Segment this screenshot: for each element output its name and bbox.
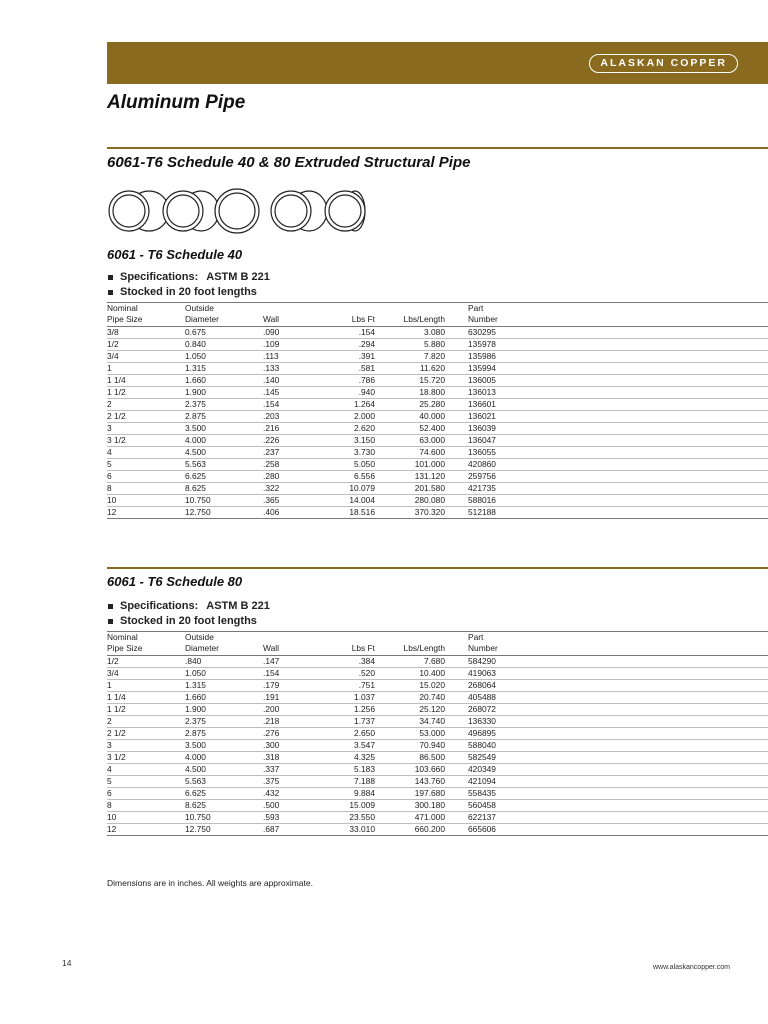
cell-outside-diameter: 6.625 bbox=[185, 471, 263, 483]
cell-part-number: 584290 bbox=[468, 656, 768, 668]
table-row bbox=[107, 423, 768, 435]
cell-part-number: 588016 bbox=[468, 495, 768, 507]
cell-part-number: 136005 bbox=[468, 375, 768, 387]
cell-lbs-ft: 18.516 bbox=[320, 507, 375, 519]
cell-wall: .280 bbox=[263, 471, 320, 483]
schedule-80-table bbox=[107, 631, 768, 836]
cell-outside-diameter: 2.375 bbox=[185, 716, 263, 728]
cell-part-number: 558435 bbox=[468, 788, 768, 800]
cell-outside-diameter: 12.750 bbox=[185, 507, 263, 519]
spec-label: Specifications: bbox=[120, 600, 199, 612]
cell-lbs-length: 18.800 bbox=[375, 387, 445, 399]
col-header-outside-diameter: Outside Diameter bbox=[185, 303, 263, 327]
cell-nominal-size: 2 bbox=[107, 399, 185, 411]
cell-nominal-size: 1 1/4 bbox=[107, 375, 185, 387]
cell-wall: .406 bbox=[263, 507, 320, 519]
bullet-square-icon bbox=[108, 290, 113, 295]
cell-wall: .276 bbox=[263, 728, 320, 740]
cell-wall: .432 bbox=[263, 788, 320, 800]
cell-outside-diameter: 1.050 bbox=[185, 668, 263, 680]
spec-bullet bbox=[107, 270, 768, 285]
cell-lbs-length: 101.000 bbox=[375, 459, 445, 471]
table-row bbox=[107, 692, 768, 704]
cell-lbs-length: 7.820 bbox=[375, 351, 445, 363]
col-header-part-number: Part Number bbox=[468, 632, 768, 656]
schedule-40-section bbox=[107, 247, 768, 519]
cell-outside-diameter: 5.563 bbox=[185, 459, 263, 471]
cell-wall: .500 bbox=[263, 800, 320, 812]
schedule-80-section bbox=[107, 574, 768, 836]
cell-nominal-size: 8 bbox=[107, 483, 185, 495]
cell-lbs-ft: 1.256 bbox=[320, 704, 375, 716]
cell-part-number: 588040 bbox=[468, 740, 768, 752]
cell-nominal-size: 3/8 bbox=[107, 327, 185, 339]
cell-lbs-length: 201.580 bbox=[375, 483, 445, 495]
cell-wall: .318 bbox=[263, 752, 320, 764]
cell-outside-diameter: 1.315 bbox=[185, 680, 263, 692]
cell-lbs-ft: .581 bbox=[320, 363, 375, 375]
cell-outside-diameter: 8.625 bbox=[185, 483, 263, 495]
cell-part-number: 135978 bbox=[468, 339, 768, 351]
cell-lbs-ft: 1.737 bbox=[320, 716, 375, 728]
cell-lbs-ft: 1.037 bbox=[320, 692, 375, 704]
col-header-lbs-ft: Lbs Ft bbox=[320, 632, 375, 656]
table-row bbox=[107, 483, 768, 495]
cell-lbs-ft: 2.650 bbox=[320, 728, 375, 740]
cell-part-number: 582549 bbox=[468, 752, 768, 764]
cell-wall: .109 bbox=[263, 339, 320, 351]
cell-lbs-ft: .384 bbox=[320, 656, 375, 668]
cell-nominal-size: 2 1/2 bbox=[107, 411, 185, 423]
cell-outside-diameter: 4.500 bbox=[185, 447, 263, 459]
section-title: 6061-T6 Schedule 40 & 80 Extruded Structural Pipe bbox=[107, 154, 471, 171]
cell-nominal-size: 5 bbox=[107, 776, 185, 788]
cell-lbs-length: 3.080 bbox=[375, 327, 445, 339]
table-row bbox=[107, 752, 768, 764]
cell-wall: .375 bbox=[263, 776, 320, 788]
table-row bbox=[107, 740, 768, 752]
cell-nominal-size: 2 bbox=[107, 716, 185, 728]
cell-part-number: 136330 bbox=[468, 716, 768, 728]
table-row bbox=[107, 716, 768, 728]
cell-outside-diameter: 4.000 bbox=[185, 752, 263, 764]
cell-nominal-size: 4 bbox=[107, 764, 185, 776]
footnote: Dimensions are in inches. All weights are approximate. bbox=[107, 878, 313, 888]
table-row bbox=[107, 375, 768, 387]
cell-outside-diameter: 5.563 bbox=[185, 776, 263, 788]
spec-bullet bbox=[107, 599, 768, 614]
cell-lbs-length: 63.000 bbox=[375, 435, 445, 447]
col-header-wall: Wall bbox=[263, 303, 320, 327]
cell-wall: .200 bbox=[263, 704, 320, 716]
cell-part-number: 136047 bbox=[468, 435, 768, 447]
cell-wall: .113 bbox=[263, 351, 320, 363]
cell-part-number: 135986 bbox=[468, 351, 768, 363]
cell-lbs-length: 86.500 bbox=[375, 752, 445, 764]
cell-lbs-length: 131.120 bbox=[375, 471, 445, 483]
section-divider bbox=[107, 147, 768, 149]
table-row bbox=[107, 704, 768, 716]
cell-outside-diameter: 0.675 bbox=[185, 327, 263, 339]
cell-lbs-length: 103.660 bbox=[375, 764, 445, 776]
cell-part-number: 135994 bbox=[468, 363, 768, 375]
cell-lbs-length: 10.400 bbox=[375, 668, 445, 680]
table-row bbox=[107, 435, 768, 447]
table-row bbox=[107, 656, 768, 668]
schedule-40-rows bbox=[107, 327, 768, 519]
cell-nominal-size: 3 bbox=[107, 423, 185, 435]
page-number: 14 bbox=[62, 958, 72, 968]
cell-wall: .322 bbox=[263, 483, 320, 495]
cell-lbs-ft: 5.050 bbox=[320, 459, 375, 471]
table-row bbox=[107, 339, 768, 351]
page-title: Aluminum Pipe bbox=[107, 92, 246, 113]
cell-lbs-length: 70.940 bbox=[375, 740, 445, 752]
cell-part-number: 512188 bbox=[468, 507, 768, 519]
table-row bbox=[107, 824, 768, 836]
table-row bbox=[107, 387, 768, 399]
cell-outside-diameter: 1.050 bbox=[185, 351, 263, 363]
cell-lbs-length: 5.880 bbox=[375, 339, 445, 351]
cell-lbs-length: 7.680 bbox=[375, 656, 445, 668]
cell-outside-diameter: 4.500 bbox=[185, 764, 263, 776]
cell-lbs-length: 197.680 bbox=[375, 788, 445, 800]
cell-lbs-ft: 7.188 bbox=[320, 776, 375, 788]
cell-part-number: 268064 bbox=[468, 680, 768, 692]
table-row bbox=[107, 327, 768, 339]
cell-lbs-length: 280.080 bbox=[375, 495, 445, 507]
cell-wall: .258 bbox=[263, 459, 320, 471]
table-row bbox=[107, 507, 768, 519]
cell-lbs-ft: .154 bbox=[320, 327, 375, 339]
cell-outside-diameter: 1.660 bbox=[185, 692, 263, 704]
cell-part-number: 496895 bbox=[468, 728, 768, 740]
cell-outside-diameter: 3.500 bbox=[185, 423, 263, 435]
cell-nominal-size: 12 bbox=[107, 507, 185, 519]
cell-lbs-ft: .786 bbox=[320, 375, 375, 387]
cell-outside-diameter: 2.875 bbox=[185, 728, 263, 740]
cell-nominal-size: 3 1/2 bbox=[107, 752, 185, 764]
schedule-80-rows bbox=[107, 656, 768, 836]
cell-nominal-size: 3/4 bbox=[107, 668, 185, 680]
cell-lbs-length: 53.000 bbox=[375, 728, 445, 740]
table-row bbox=[107, 728, 768, 740]
cell-wall: .216 bbox=[263, 423, 320, 435]
cell-wall: .191 bbox=[263, 692, 320, 704]
cell-nominal-size: 1 bbox=[107, 363, 185, 375]
cell-outside-diameter: 1.900 bbox=[185, 387, 263, 399]
cell-nominal-size: 3 1/2 bbox=[107, 435, 185, 447]
table-row bbox=[107, 471, 768, 483]
website-link[interactable]: www.alaskancopper.com bbox=[652, 964, 730, 971]
table-header bbox=[107, 632, 768, 656]
cell-outside-diameter: 1.660 bbox=[185, 375, 263, 387]
stock-note: Stocked in 20 foot lengths bbox=[120, 615, 257, 627]
cell-lbs-length: 74.600 bbox=[375, 447, 445, 459]
bullet-square-icon bbox=[108, 275, 113, 280]
header-band bbox=[107, 42, 768, 84]
cell-lbs-ft: 2.000 bbox=[320, 411, 375, 423]
cell-nominal-size: 10 bbox=[107, 495, 185, 507]
table-row bbox=[107, 800, 768, 812]
cell-lbs-ft: 14.004 bbox=[320, 495, 375, 507]
cell-lbs-ft: 6.556 bbox=[320, 471, 375, 483]
cell-outside-diameter: 10.750 bbox=[185, 495, 263, 507]
cell-lbs-length: 20.740 bbox=[375, 692, 445, 704]
table-row bbox=[107, 680, 768, 692]
bullet-square-icon bbox=[108, 604, 113, 609]
cell-outside-diameter: 1.900 bbox=[185, 704, 263, 716]
cell-nominal-size: 4 bbox=[107, 447, 185, 459]
cell-lbs-ft: 2.620 bbox=[320, 423, 375, 435]
cell-lbs-ft: 4.325 bbox=[320, 752, 375, 764]
cell-part-number: 420860 bbox=[468, 459, 768, 471]
cell-nominal-size: 3 bbox=[107, 740, 185, 752]
cell-part-number: 136039 bbox=[468, 423, 768, 435]
col-header-lbs-length: Lbs/Length bbox=[375, 303, 445, 327]
table-row bbox=[107, 351, 768, 363]
cell-part-number: 268072 bbox=[468, 704, 768, 716]
cell-wall: .140 bbox=[263, 375, 320, 387]
cell-wall: .203 bbox=[263, 411, 320, 423]
table-row bbox=[107, 812, 768, 824]
cell-lbs-ft: 23.550 bbox=[320, 812, 375, 824]
cell-wall: .090 bbox=[263, 327, 320, 339]
stock-bullet bbox=[107, 285, 768, 300]
cell-nominal-size: 12 bbox=[107, 824, 185, 836]
cell-lbs-length: 25.120 bbox=[375, 704, 445, 716]
cell-outside-diameter: 4.000 bbox=[185, 435, 263, 447]
cell-outside-diameter: 1.315 bbox=[185, 363, 263, 375]
table-row bbox=[107, 447, 768, 459]
cell-outside-diameter: 12.750 bbox=[185, 824, 263, 836]
cell-nominal-size: 1 1/2 bbox=[107, 387, 185, 399]
cell-part-number: 421735 bbox=[468, 483, 768, 495]
spec-value: ASTM B 221 bbox=[206, 271, 270, 283]
cell-lbs-ft: 1.264 bbox=[320, 399, 375, 411]
cell-part-number: 136013 bbox=[468, 387, 768, 399]
cell-wall: .337 bbox=[263, 764, 320, 776]
cell-wall: .218 bbox=[263, 716, 320, 728]
cell-outside-diameter: 10.750 bbox=[185, 812, 263, 824]
cell-lbs-ft: 3.547 bbox=[320, 740, 375, 752]
cell-lbs-length: 370.320 bbox=[375, 507, 445, 519]
table-row bbox=[107, 764, 768, 776]
cell-lbs-ft: 9.884 bbox=[320, 788, 375, 800]
cell-part-number: 420349 bbox=[468, 764, 768, 776]
cell-lbs-length: 471.000 bbox=[375, 812, 445, 824]
cell-lbs-length: 15.020 bbox=[375, 680, 445, 692]
cell-wall: .365 bbox=[263, 495, 320, 507]
bullet-square-icon bbox=[108, 619, 113, 624]
col-header-wall: Wall bbox=[263, 632, 320, 656]
cell-part-number: 560458 bbox=[468, 800, 768, 812]
cell-nominal-size: 8 bbox=[107, 800, 185, 812]
col-header-lbs-length: Lbs/Length bbox=[375, 632, 445, 656]
cell-wall: .145 bbox=[263, 387, 320, 399]
cell-lbs-length: 15.720 bbox=[375, 375, 445, 387]
cell-nominal-size: 3/4 bbox=[107, 351, 185, 363]
cell-part-number: 665606 bbox=[468, 824, 768, 836]
table-header bbox=[107, 303, 768, 327]
schedule-40-table bbox=[107, 302, 768, 519]
table-row bbox=[107, 776, 768, 788]
cell-outside-diameter: .840 bbox=[185, 656, 263, 668]
cell-part-number: 136021 bbox=[468, 411, 768, 423]
spec-label: Specifications: bbox=[120, 271, 199, 283]
cell-nominal-size: 2 1/2 bbox=[107, 728, 185, 740]
col-header-lbs-ft: Lbs Ft bbox=[320, 303, 375, 327]
cell-nominal-size: 1 bbox=[107, 680, 185, 692]
cell-lbs-ft: 3.150 bbox=[320, 435, 375, 447]
spec-value: ASTM B 221 bbox=[206, 600, 270, 612]
cell-part-number: 259756 bbox=[468, 471, 768, 483]
table-row bbox=[107, 399, 768, 411]
cell-wall: .179 bbox=[263, 680, 320, 692]
cell-outside-diameter: 8.625 bbox=[185, 800, 263, 812]
cell-lbs-length: 40.000 bbox=[375, 411, 445, 423]
cell-part-number: 419063 bbox=[468, 668, 768, 680]
cell-lbs-ft: 15.009 bbox=[320, 800, 375, 812]
cell-part-number: 405488 bbox=[468, 692, 768, 704]
cell-wall: .147 bbox=[263, 656, 320, 668]
cell-outside-diameter: 6.625 bbox=[185, 788, 263, 800]
pipes-illustration bbox=[107, 183, 367, 239]
schedule-80-bullets bbox=[107, 599, 768, 629]
cell-nominal-size: 1 1/2 bbox=[107, 704, 185, 716]
cell-lbs-length: 52.400 bbox=[375, 423, 445, 435]
cell-lbs-ft: 33.010 bbox=[320, 824, 375, 836]
cell-lbs-length: 660.200 bbox=[375, 824, 445, 836]
table-row bbox=[107, 363, 768, 375]
cell-lbs-ft: .520 bbox=[320, 668, 375, 680]
cell-part-number: 622137 bbox=[468, 812, 768, 824]
cell-wall: .133 bbox=[263, 363, 320, 375]
cell-lbs-length: 143.760 bbox=[375, 776, 445, 788]
cell-wall: .687 bbox=[263, 824, 320, 836]
cell-lbs-ft: 3.730 bbox=[320, 447, 375, 459]
cell-part-number: 421094 bbox=[468, 776, 768, 788]
cell-lbs-ft: 5.183 bbox=[320, 764, 375, 776]
cell-nominal-size: 1/2 bbox=[107, 339, 185, 351]
cell-outside-diameter: 2.875 bbox=[185, 411, 263, 423]
cell-nominal-size: 10 bbox=[107, 812, 185, 824]
cell-outside-diameter: 2.375 bbox=[185, 399, 263, 411]
cell-part-number: 630295 bbox=[468, 327, 768, 339]
cell-part-number: 136601 bbox=[468, 399, 768, 411]
cell-wall: .226 bbox=[263, 435, 320, 447]
col-header-nominal-size: Nominal Pipe Size bbox=[107, 632, 185, 656]
alaskan-copper-logo: ALASKAN COPPER bbox=[589, 54, 738, 73]
cell-nominal-size: 5 bbox=[107, 459, 185, 471]
table-row bbox=[107, 459, 768, 471]
cell-lbs-length: 11.620 bbox=[375, 363, 445, 375]
cell-lbs-length: 25.280 bbox=[375, 399, 445, 411]
cell-outside-diameter: 3.500 bbox=[185, 740, 263, 752]
cell-nominal-size: 6 bbox=[107, 788, 185, 800]
cell-wall: .300 bbox=[263, 740, 320, 752]
cell-nominal-size: 1 1/4 bbox=[107, 692, 185, 704]
cell-nominal-size: 6 bbox=[107, 471, 185, 483]
cell-lbs-ft: .294 bbox=[320, 339, 375, 351]
cell-lbs-ft: .751 bbox=[320, 680, 375, 692]
cell-wall: .154 bbox=[263, 668, 320, 680]
cell-lbs-ft: 10.079 bbox=[320, 483, 375, 495]
stock-note: Stocked in 20 foot lengths bbox=[120, 286, 257, 298]
col-header-outside-diameter: Outside Diameter bbox=[185, 632, 263, 656]
cell-lbs-length: 300.180 bbox=[375, 800, 445, 812]
cell-wall: .237 bbox=[263, 447, 320, 459]
cell-wall: .593 bbox=[263, 812, 320, 824]
table-row bbox=[107, 495, 768, 507]
schedule-80-title: 6061 - T6 Schedule 80 bbox=[107, 574, 243, 589]
cell-part-number: 136055 bbox=[468, 447, 768, 459]
stock-bullet bbox=[107, 614, 768, 629]
schedule-40-title: 6061 - T6 Schedule 40 bbox=[107, 247, 243, 262]
cell-wall: .154 bbox=[263, 399, 320, 411]
cell-lbs-ft: .391 bbox=[320, 351, 375, 363]
cell-nominal-size: 1/2 bbox=[107, 656, 185, 668]
table-row bbox=[107, 668, 768, 680]
col-header-nominal-size: Nominal Pipe Size bbox=[107, 303, 185, 327]
cell-outside-diameter: 0.840 bbox=[185, 339, 263, 351]
section-divider bbox=[107, 567, 768, 569]
col-header-part-number: Part Number bbox=[468, 303, 768, 327]
schedule-40-bullets bbox=[107, 270, 768, 300]
cell-lbs-ft: .940 bbox=[320, 387, 375, 399]
table-row bbox=[107, 411, 768, 423]
cell-lbs-length: 34.740 bbox=[375, 716, 445, 728]
table-row bbox=[107, 788, 768, 800]
